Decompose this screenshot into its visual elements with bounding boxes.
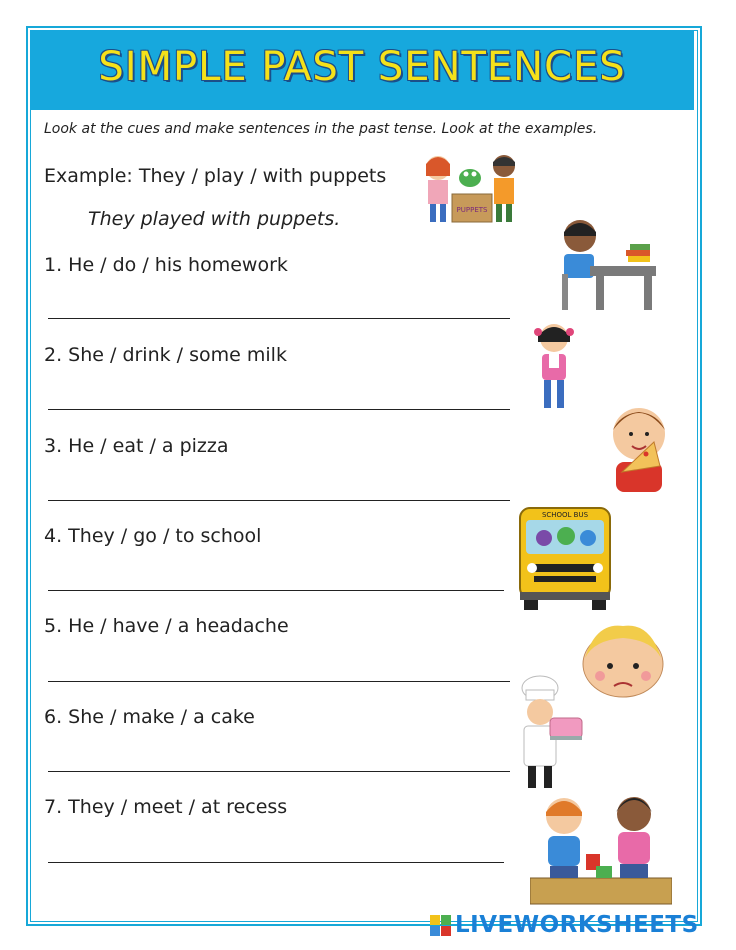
puppet-box-label: PUPPETS bbox=[456, 206, 488, 214]
brand-name: LIVEWORKSHEETS bbox=[455, 912, 699, 938]
instructions: Look at the cues and make sentences in the past tense. Look at the examples. bbox=[44, 121, 598, 137]
answer-line[interactable] bbox=[48, 771, 510, 772]
example-cue: Example: They / play / with puppets bbox=[44, 165, 387, 187]
liveworksheets-logo bbox=[430, 912, 699, 938]
answer-line[interactable] bbox=[48, 590, 504, 591]
answer-line[interactable] bbox=[48, 500, 510, 501]
page-title: SIMPLE PAST SENTENCES bbox=[98, 44, 626, 90]
answer-line[interactable] bbox=[48, 681, 510, 682]
pizza-illustration bbox=[608, 396, 670, 492]
answer-line[interactable] bbox=[48, 409, 510, 410]
list-item: 6. She / make / a cake bbox=[44, 706, 255, 728]
answer-line[interactable] bbox=[48, 318, 510, 319]
answer-line[interactable] bbox=[48, 862, 504, 863]
cake-illustration bbox=[516, 674, 586, 790]
liveworksheets-mark-icon bbox=[430, 915, 451, 936]
list-item: 2. She / drink / some milk bbox=[44, 344, 287, 366]
list-item: 4. They / go / to school bbox=[44, 525, 262, 547]
page-border-inner bbox=[30, 30, 698, 922]
bus-label: SCHOOL BUS bbox=[541, 511, 589, 519]
recess-illustration bbox=[530, 790, 672, 906]
title-banner bbox=[30, 30, 694, 110]
school-bus-illustration bbox=[516, 504, 614, 612]
list-item: 5. He / have / a headache bbox=[44, 615, 289, 637]
list-item: 3. He / eat / a pizza bbox=[44, 435, 229, 457]
puppets-illustration bbox=[418, 150, 524, 226]
milk-illustration bbox=[532, 320, 576, 412]
list-item: 7. They / meet / at recess bbox=[44, 796, 288, 818]
example-answer: They played with puppets. bbox=[88, 208, 341, 230]
list-item: 1. He / do / his homework bbox=[44, 254, 288, 276]
headache-illustration bbox=[576, 622, 670, 698]
homework-illustration bbox=[556, 214, 662, 314]
